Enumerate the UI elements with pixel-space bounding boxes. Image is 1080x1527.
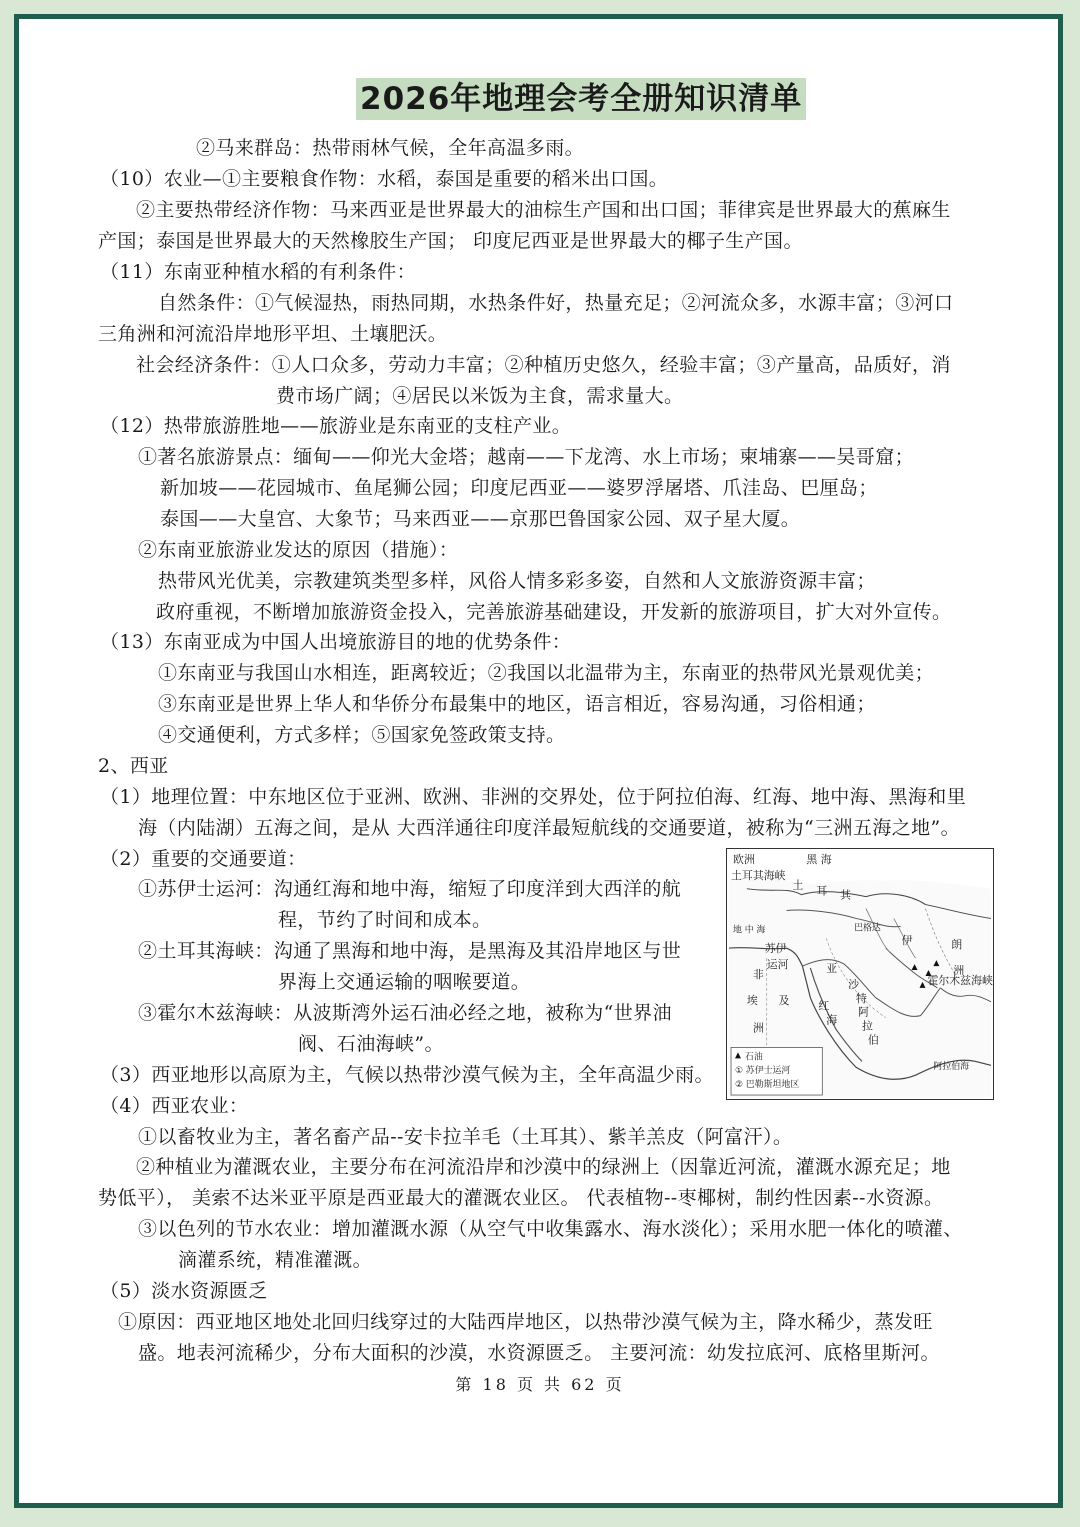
text-line: 社会经济条件：①人口众多，劳动力丰富；②种植历史悠久，经验丰富；③产量高，品质好，消 <box>136 354 951 376</box>
text-line: 阀、石油海峡”。 <box>298 1033 444 1055</box>
map-label-sea-mark: 亚 <box>826 962 838 976</box>
map-label-egypt-2: 及 <box>778 993 790 1007</box>
map-label-hormuz: 霍尔木兹海峡 <box>927 973 993 987</box>
text-line: ①著名旅游景点：缅甸——仰光大金塔；越南——下龙湾、水上市场；柬埔寨——吴哥窟； <box>138 446 915 468</box>
text-line: 自然条件：①气候湿热，雨热同期，水热条件好，热量充足；②河流众多，水源丰富；③河口 <box>158 292 954 314</box>
map-label-iran-2: 朗 <box>951 938 963 952</box>
legend-suez: ① 苏伊士运河 <box>735 1066 791 1077</box>
text-line: （3）西亚地形以高原为主，气候以热带沙漠气候为主，全年高温少雨。 <box>100 1064 714 1086</box>
text-line: 政府重视，不断增加旅游资金投入，完善旅游基础建设，开发新的旅游项目，扩大对外宣传。 <box>156 601 952 623</box>
text-line: ③东南亚是世界上华人和华侨分布最集中的地区，语言相近，容易沟通，习俗相通； <box>158 693 876 715</box>
text-line: ③霍尔木兹海峡：从波斯湾外运石油必经之地，被称为“世界油 <box>138 1002 672 1024</box>
map-label-mediterranean: 地 中 海 <box>733 925 766 936</box>
map-label-africa-1: 非 <box>752 967 764 981</box>
text-line: 产国；泰国是世界最大的天然橡胶生产国； 印度尼西亚是世界最大的椰子生产国。 <box>98 230 803 252</box>
text-line: ④交通便利，方式多样；⑤国家免签政策支持。 <box>158 724 566 746</box>
map-label-black-sea: 黑 海 <box>806 852 832 866</box>
map-label-saudi-1: 沙 <box>848 977 860 991</box>
text-line: 费市场广阔；④居民以米饭为主食，需求量大。 <box>276 385 684 407</box>
map-label-red-sea-1: 红 <box>818 999 830 1013</box>
text-line: 泰国——大皇宫、大象节；马来西亚——京那巴鲁国家公园、双子星大厦。 <box>160 508 801 530</box>
map-label-saudi-4: 拉 <box>861 1019 873 1033</box>
map-label-saudi-2: 特 <box>856 991 867 1005</box>
map-label-turkey-2: 耳 <box>816 884 828 898</box>
text-line: （1）地理位置：中东地区位于亚洲、欧洲、非洲的交界处，位于阿拉伯海、红海、地中海、黑海和里 <box>100 786 967 808</box>
text-line: ②土耳其海峡：沟通了黑海和地中海，是黑海及其沿岸地区与世 <box>138 940 682 962</box>
text-line: 势低平）， 美索不达米亚平原是西亚最大的灌溉农业区。 代表植物--枣椰树，制约性因素--水资源。 <box>98 1187 944 1209</box>
text-line: 滴灌系统，精准灌溉。 <box>178 1249 373 1271</box>
text-line: 新加坡——花园城市、鱼尾狮公园；印度尼西亚——婆罗浮屠塔、爪洼岛、巴厘岛； <box>160 477 878 499</box>
map-label-suez-2: 运河 <box>766 958 789 972</box>
map-label-saudi-3: 阿 <box>858 1005 869 1019</box>
text-line: 程，节约了时间和成本。 <box>278 909 492 931</box>
text-line: ②主要热带经济作物：马来西亚是世界最大的油棕生产国和出口国；菲律宾是世界最大的蕉麻生 <box>136 199 951 221</box>
text-line: 盛。地表河流稀少，分布大面积的沙漠，水资源匮乏。 主要河流：幼发拉底河、底格里斯河。 <box>138 1342 940 1364</box>
legend-palestine: ② 巴勒斯坦地区 <box>735 1080 800 1091</box>
map-label-africa-2: 洲 <box>752 1021 764 1035</box>
text-line: 热带风光优美，宗教建筑类型多样，风俗人情多彩多姿，自然和人文旅游资源丰富； <box>158 570 876 592</box>
map-label-egypt-1: 埃 <box>746 993 758 1007</box>
text-line: （4）西亚农业： <box>100 1095 249 1117</box>
legend-oil: 石油 <box>744 1052 763 1063</box>
text-line: （10）农业—①主要粮食作物：水稻，泰国是重要的稻米出口国。 <box>100 168 669 190</box>
text-line: ①东南亚与我国山水相连，距离较近；②我国以北温带为主，东南亚的热带风光景观优美； <box>158 662 935 684</box>
map-label-suez-1: 苏伊 <box>764 942 787 956</box>
west-asia-map <box>726 848 994 1100</box>
text-line: （12）热带旅游胜地——旅游业是东南亚的支柱产业。 <box>100 415 572 437</box>
map-label-arabian-sea: 阿拉伯海 <box>933 1062 970 1073</box>
map-label-iran-1: 伊 <box>901 934 913 948</box>
map-label-turkey-1: 土 <box>792 878 804 892</box>
map-label-asia: 洲 <box>953 964 965 977</box>
map-svg <box>727 849 993 1099</box>
text-line: 三角洲和河流沿岸地形平坦、土壤肥沃。 <box>98 323 448 345</box>
map-label-baghdad: 巴格达 <box>854 923 881 934</box>
text-line: 界海上交通运输的咽喉要道。 <box>278 971 531 993</box>
text-line: ①以畜牧业为主，著名畜产品--安卡拉羊毛（土耳其）、紫羊羔皮（阿富汗）。 <box>138 1126 793 1148</box>
text-line: （5）淡水资源匮乏 <box>100 1280 268 1302</box>
text-line: 2、西亚 <box>98 755 169 777</box>
map-label-turkish-strait: 土耳其海峡 <box>731 868 786 882</box>
page-title: 2026年地理会考全册知识清单 <box>356 78 806 120</box>
text-line: ①原因：西亚地区地处北回归线穿过的大陆西岸地区，以热带沙漠气候为主，降水稀少，蒸发旺 <box>118 1311 933 1333</box>
map-label-turkey-3: 其 <box>840 888 852 902</box>
text-line: ①苏伊士运河：沟通红海和地中海，缩短了印度洋到大西洋的航 <box>138 878 682 900</box>
text-line: ②东南亚旅游业发达的原因（措施）： <box>138 539 459 561</box>
text-line: （13）东南亚成为中国人出境旅游目的地的优势条件： <box>100 631 572 653</box>
text-line: （2）重要的交通要道： <box>100 848 307 870</box>
page-footer: 第 18 页 共 62 页 <box>455 1375 625 1394</box>
map-label-red-sea-2: 海 <box>826 1013 838 1027</box>
map-label-saudi-5: 伯 <box>867 1033 879 1047</box>
text-line: ②种植业为灌溉农业，主要分布在河流沿岸和沙漠中的绿洲上（因靠近河流，灌溉水源充足；地 <box>136 1156 951 1178</box>
text-line: ②马来群岛：热带雨林气候，全年高温多雨。 <box>196 137 585 159</box>
text-line: ③以色列的节水农业：增加灌溉水源（从空气中收集露水、海水淡化）；采用水肥一体化的喷灌、 <box>138 1218 963 1240</box>
text-line: （11）东南亚种植水稻的有利条件： <box>100 261 416 283</box>
text-line: 海（内陆湖）五海之间，是从 大西洋通往印度洋最短航线的交通要道，被称为“三洲五海之地”。 <box>138 817 961 839</box>
map-label-europe: 欧洲 <box>733 852 755 866</box>
